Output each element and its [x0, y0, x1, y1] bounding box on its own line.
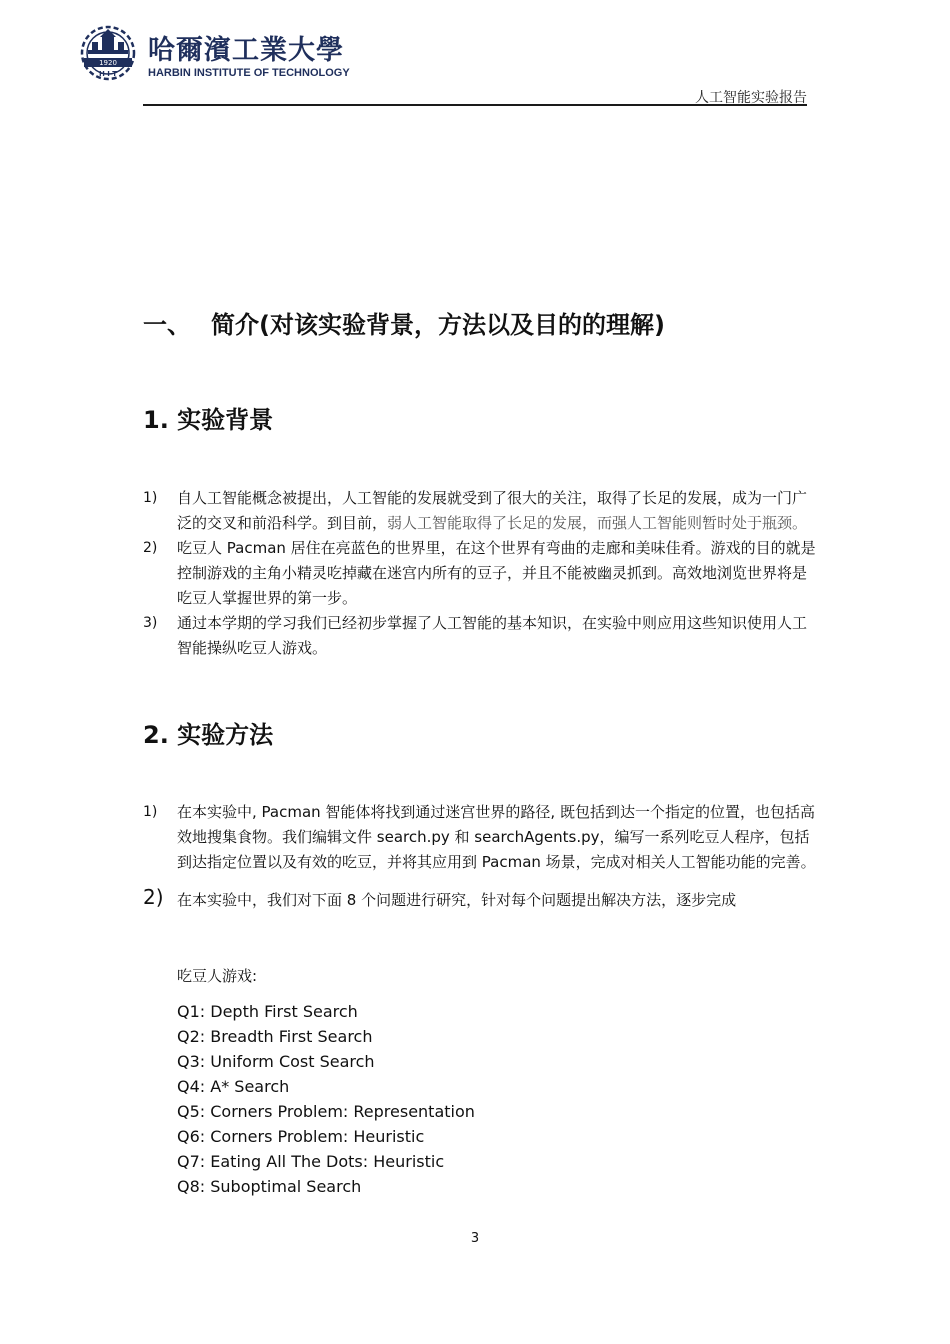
- logo-abbr: H I T: [98, 70, 118, 78]
- section-title: 简介(对该实验背景，方法以及目的的理解): [211, 311, 665, 339]
- list-marker: 1): [143, 490, 158, 506]
- question-item: Q5: Corners Problem: Representation: [177, 1102, 475, 1121]
- logo-english-name: HARBIN INSTITUTE OF TECHNOLOGY: [148, 67, 350, 79]
- question-item: Q1: Depth First Search: [177, 1002, 358, 1021]
- subsection-heading-method: 2. 实验方法: [143, 721, 274, 749]
- question-list: [177, 999, 475, 1199]
- list-item: [143, 800, 818, 875]
- subsection-heading-background: 1. 实验背景: [143, 406, 274, 434]
- university-emblem-icon: [74, 24, 144, 82]
- background-list: [143, 486, 818, 661]
- list-item: [143, 885, 818, 913]
- question-item: Q7: Eating All The Dots: Heuristic: [177, 1152, 445, 1171]
- list-marker: 2): [143, 885, 164, 909]
- list-item-text: 在本实验中，我们对下面 8 个问题进行研究，针对每个问题提出解决方法，逐步完成: [177, 891, 737, 909]
- question-item: Q8: Suboptimal Search: [177, 1177, 362, 1196]
- list-item: [143, 611, 818, 661]
- method-continuation: 吃豆人游戏:: [177, 967, 258, 985]
- list-item-text: 在本实验中, Pacman 智能体将找到通过迷宫世界的路径, 既包括到达一个指定的位置，也包括高效地搜集食物。我们编辑文件 search.py 和 searchAgents.py，编写一系列吃豆人程序，包括到达指定位置以及有效的吃豆，并将其应用到 Pacman 场景，完成对相关人工智能功能的完善。: [177, 803, 816, 871]
- method-list: [143, 800, 818, 913]
- list-item-text-muted: 弱人工智能取得了长足的发展，而强人工智能则暂时处于瓶颈。: [387, 514, 808, 532]
- list-marker: 3): [143, 615, 158, 631]
- page-number: 3: [470, 1231, 480, 1246]
- question-item: Q4: A* Search: [177, 1077, 290, 1096]
- section-heading: [143, 305, 665, 340]
- list-item-text: 吃豆人 Pacman 居住在亮蓝色的世界里，在这个世界有弯曲的走廊和美味佳肴。游戏的目的就是控制游戏的主角小精灵吃掉藏在迷宫内所有的豆子，并且不能被幽灵抓到。高效地浏览世界将是吃豆人掌握世界的第一步。: [177, 539, 816, 607]
- document-title: 人工智能实验报告: [695, 90, 807, 106]
- question-item: Q2: Breadth First Search: [177, 1027, 373, 1046]
- section-number: 一、: [143, 311, 191, 339]
- list-item-text: 自人工智能概念被提出，人工智能的发展就受到了很大的关注，取得了长足的发展，成为一门广泛的交叉和前沿科学。到目前，: [177, 489, 808, 532]
- list-item-text: 通过本学期的学习我们已经初步掌握了人工智能的基本知识，在实验中则应用这些知识使用人工智能操纵吃豆人游戏。: [177, 614, 808, 657]
- list-marker: 1): [143, 804, 158, 820]
- header-divider: [143, 104, 807, 106]
- logo-chinese-name: 哈爾濱工業大學: [148, 35, 344, 66]
- university-logo: [74, 24, 350, 82]
- logo-year: 1920: [99, 59, 117, 67]
- list-marker: 2): [143, 540, 158, 556]
- question-item: Q3: Uniform Cost Search: [177, 1052, 375, 1071]
- question-item: Q6: Corners Problem: Heuristic: [177, 1127, 425, 1146]
- list-item: [143, 486, 818, 536]
- list-item: [143, 536, 818, 611]
